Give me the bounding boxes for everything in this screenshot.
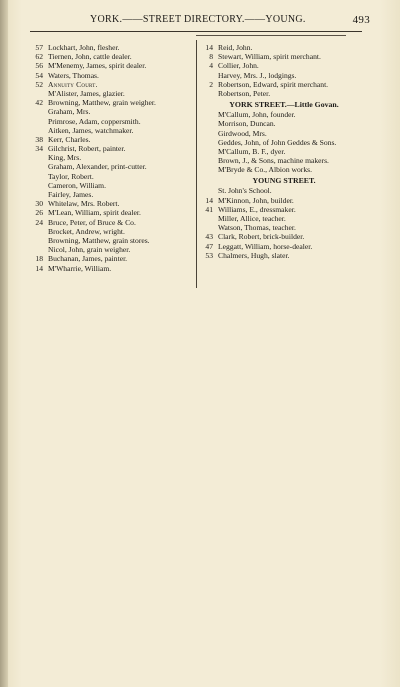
list-item: Cameron, William. — [48, 180, 106, 190]
street-heading-young-street: YOUNG STREET. — [252, 176, 316, 186]
list-item: Graham, Alexander, print-cutter. — [48, 162, 147, 172]
list-item: 8 Stewart, William, spirit merchant. — [209, 52, 321, 62]
page-number: 493 — [352, 14, 370, 26]
list-item: 26 M'Lean, William, spirit dealer. — [35, 208, 141, 218]
book-gutter — [0, 0, 8, 687]
list-item: M'Callum, B. F., dyer. — [218, 146, 286, 156]
list-item: 62 Tiernen, John, cattle dealer. — [35, 52, 132, 62]
page-header — [30, 14, 370, 28]
list-item: M'Callum, John, founder. — [218, 110, 296, 120]
list-item: Harvey, Mrs. J., lodgings. — [218, 70, 297, 80]
header-rule-secondary — [196, 35, 346, 36]
list-item-court-heading: 52 Annuity Court. — [35, 79, 98, 89]
list-item: 4 Collier, John. — [209, 61, 259, 71]
column-divider — [196, 40, 197, 288]
list-item: St. John's School. — [218, 186, 272, 196]
list-item: M'Alister, James, glazier. — [48, 88, 125, 98]
list-item: 34 Gilchrist, Robert, painter. — [35, 144, 126, 154]
list-item: 41 Williams, E., dressmaker. — [205, 204, 296, 214]
list-item: Brown, J., & Sons, machine makers. — [218, 156, 329, 166]
list-item: 14 Reid, John. — [205, 43, 253, 52]
running-title: YORK.——STREET DIRECTORY.——YOUNG. — [90, 14, 306, 25]
list-item: Watson, Thomas, teacher. — [218, 223, 296, 233]
list-item: Robertson, Peter. — [218, 88, 271, 98]
list-item: 2 Robertson, Edward, spirit merchant. — [209, 79, 329, 89]
header-rule — [30, 31, 362, 32]
list-item: 38 Kerr, Charles. — [35, 134, 91, 144]
list-item: 56 M'Menemy, James, spirit dealer. — [35, 61, 147, 71]
list-item: Brocket, Andrew, wright. — [48, 226, 125, 236]
list-item: M'Bryde & Co., Albion works. — [218, 165, 312, 175]
list-item: 43 Clark, Robert, brick-builder. — [205, 232, 305, 242]
list-item: Fairley, James. — [48, 190, 94, 199]
list-item: Geddes, John, of John Geddes & Sons. — [218, 137, 337, 147]
list-item: Girdwood, Mrs. — [218, 128, 267, 138]
list-item: Taylor, Robert. — [48, 171, 94, 181]
list-item: Primrose, Adam, coppersmith. — [48, 116, 141, 126]
list-item: 54 Waters, Thomas. — [35, 70, 99, 80]
list-item: 47 Leggatt, William, horse-dealer. — [205, 241, 313, 251]
list-item: King, Mrs. — [48, 153, 82, 163]
street-heading-york-little-govan: YORK STREET.—Little Govan. — [229, 100, 339, 110]
list-item: 57 Lockhart, John, flesher. — [35, 43, 120, 52]
list-item: 18 Buchanan, James, painter. — [35, 254, 128, 264]
list-item: Aitken, James, watchmaker. — [48, 125, 134, 135]
list-item: Morrison, Duncan. — [218, 119, 276, 129]
list-item: 30 Whitelaw, Mrs. Robert. — [35, 199, 120, 209]
list-item: 14 M'Kinnon, John, builder. — [205, 195, 294, 205]
list-item: Nicol, John, grain weigher. — [48, 245, 131, 255]
list-item: 42 Browning, Matthew, grain weigher. — [35, 98, 156, 108]
list-item: Graham, Mrs. — [48, 107, 91, 117]
list-item: 14 M'Wharrie, William. — [35, 263, 112, 273]
list-item: 53 Chalmers, Hugh, slater. — [205, 250, 290, 260]
right-column — [200, 43, 368, 260]
left-column — [30, 43, 192, 273]
list-item: Miller, Allice, teacher. — [218, 214, 286, 223]
list-item: 24 Bruce, Peter, of Bruce & Co. — [35, 217, 136, 227]
list-item: Browning, Matthew, grain stores. — [48, 235, 150, 245]
